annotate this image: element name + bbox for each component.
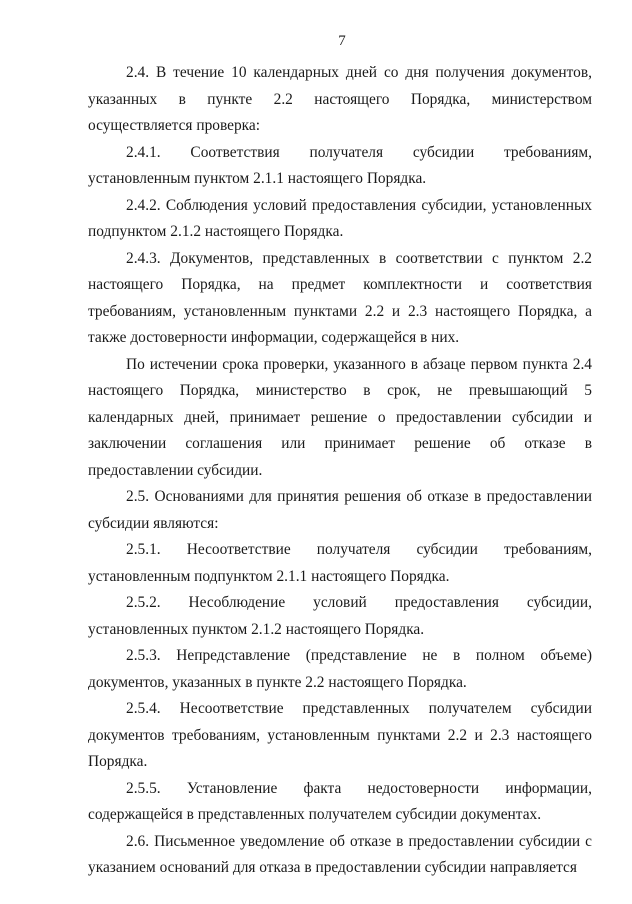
document-body xyxy=(88,60,592,882)
paragraph-2-4-2: 2.4.2. Соблюдения условий предоставления субсидии, установленных подпунктом 2.1.2 настоящего Порядка. xyxy=(88,196,592,240)
paragraph-2-4: 2.4. В течение 10 календарных дней со дня получения документов, указанных в пункте 2.2 настоящего Порядка, министерством осуществляется проверка: xyxy=(88,64,592,134)
paragraph-2-5-2: 2.5.2. Несоблюдение условий предоставления субсидии, установленных пунктом 2.1.2 настоящего Порядка. xyxy=(88,594,592,638)
paragraph-check-period: По истечении срока проверки, указанного в абзаце первом пункта 2.4 настоящего Порядка, министерство в срок, не превышающий 5 календарных дней, принимает решение о предоставлении субсидии и заключении соглашения или принимает решение об отказе в предоставлении субсидии. xyxy=(88,355,592,479)
paragraph-2-6: 2.6. Письменное уведомление об отказе в предоставлении субсидии с указанием оснований для отказа в предоставлении субсидии направляется xyxy=(88,832,592,876)
paragraph-2-5-1: 2.5.1. Несоответствие получателя субсидии требованиям, установленным подпунктом 2.1.1 настоящего Порядка. xyxy=(88,541,592,585)
paragraph-2-5-5: 2.5.5. Установление факта недостоверности информации, содержащейся в представленных получателем субсидии документах. xyxy=(88,779,592,823)
paragraph-2-5-3: 2.5.3. Непредставление (представление не в полном объеме) документов, указанных в пункте 2.2 настоящего Порядка. xyxy=(88,647,592,691)
paragraph-2-5: 2.5. Основаниями для принятия решения об отказе в предоставлении субсидии являются: xyxy=(88,488,592,532)
paragraph-2-5-4: 2.5.4. Несоответствие представленных получателем субсидии документов требованиям, установленным пунктами 2.2 и 2.3 настоящего Порядка. xyxy=(88,700,592,770)
paragraph-2-4-1: 2.4.1. Соответствия получателя субсидии требованиям, установленным пунктом 2.1.1 настоящего Порядка. xyxy=(88,143,592,187)
paragraph-2-4-3: 2.4.3. Документов, представленных в соответствии с пунктом 2.2 настоящего Порядка, на предмет комплектности и соответствия требованиям, установленным пунктами 2.2 и 2.3 настоящего Порядка, а также достоверности информации, содержащейся в них. xyxy=(88,249,592,346)
page-number: 7 xyxy=(338,33,346,49)
